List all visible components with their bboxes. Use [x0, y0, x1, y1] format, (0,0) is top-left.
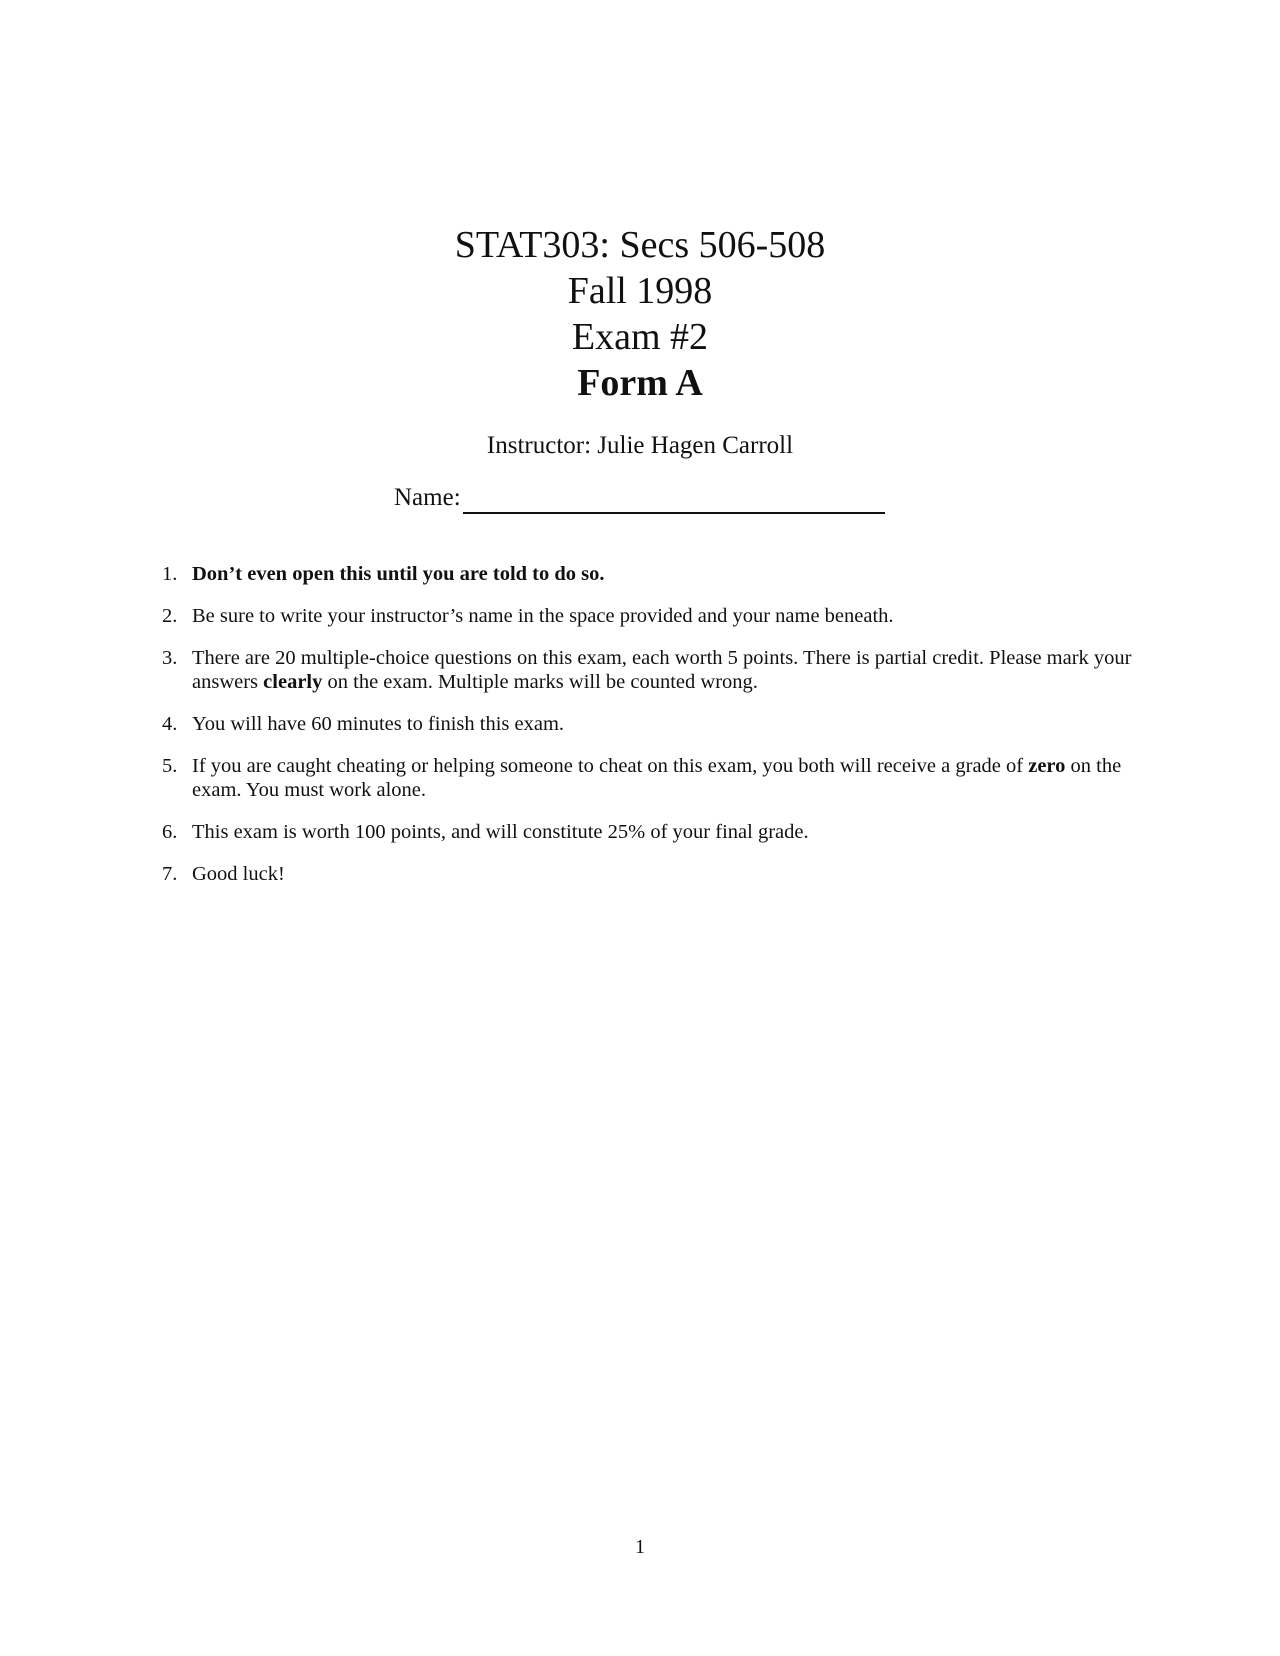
name-blank-line: [463, 488, 885, 514]
instruction-text-part: on the exam. You must work alone.: [192, 755, 1122, 801]
form-title: Form A: [577, 362, 703, 404]
instruction-text-bold: clearly: [263, 671, 323, 693]
instruction-number: 4.: [162, 713, 178, 735]
instruction-text: You will have 60 minutes to finish this exam.: [192, 713, 565, 735]
instruction-item: [162, 712, 1132, 736]
instruction-number: 5.: [162, 755, 178, 777]
instruction-text-bold: zero: [1028, 755, 1066, 777]
instruction-text: [192, 754, 1132, 802]
term-title: Fall 1998: [567, 270, 713, 312]
instruction-text-part: on the exam. Multiple marks will be counted wrong.: [322, 671, 758, 693]
instruction-number: 2.: [162, 605, 178, 627]
exam-title: Exam #2: [571, 316, 709, 358]
instruction-item: [162, 562, 1132, 586]
name-label: Name:: [394, 484, 461, 511]
instruction-number: 3.: [162, 647, 178, 669]
instruction-number: 6.: [162, 821, 178, 843]
instruction-text-part: There are 20 multiple-choice questions on this exam, each worth 5 points. There is partial credit. Please mark your answers: [192, 647, 1132, 693]
instruction-text: [192, 562, 1132, 586]
title-block: [0, 222, 1280, 406]
instructor-line: Instructor: Julie Hagen Carroll: [486, 432, 794, 459]
instruction-item: [162, 646, 1132, 694]
instruction-item: [162, 820, 1132, 844]
instruction-text: [192, 646, 1132, 694]
instruction-item: [162, 754, 1132, 802]
instructions-list: [162, 562, 1132, 904]
instruction-text: This exam is worth 100 points, and will constitute 25% of your final grade.: [192, 821, 809, 843]
instruction-item: [162, 604, 1132, 628]
instruction-item: [162, 862, 1132, 886]
instruction-text-part: If you are caught cheating or helping someone to cheat on this exam, you both will receive a grade of: [192, 755, 1029, 777]
instruction-number: 1.: [162, 563, 178, 585]
instruction-text: Be sure to write your instructor’s name in the space provided and your name beneath.: [192, 605, 894, 627]
course-title: STAT303: Secs 506-508: [454, 224, 826, 266]
instruction-text: Good luck!: [192, 863, 285, 885]
page-number: 1: [635, 1536, 645, 1558]
instruction-text-bold: Don’t even open this until you are told to do so.: [192, 563, 605, 585]
name-row: [394, 482, 885, 514]
instruction-number: 7.: [162, 863, 178, 885]
